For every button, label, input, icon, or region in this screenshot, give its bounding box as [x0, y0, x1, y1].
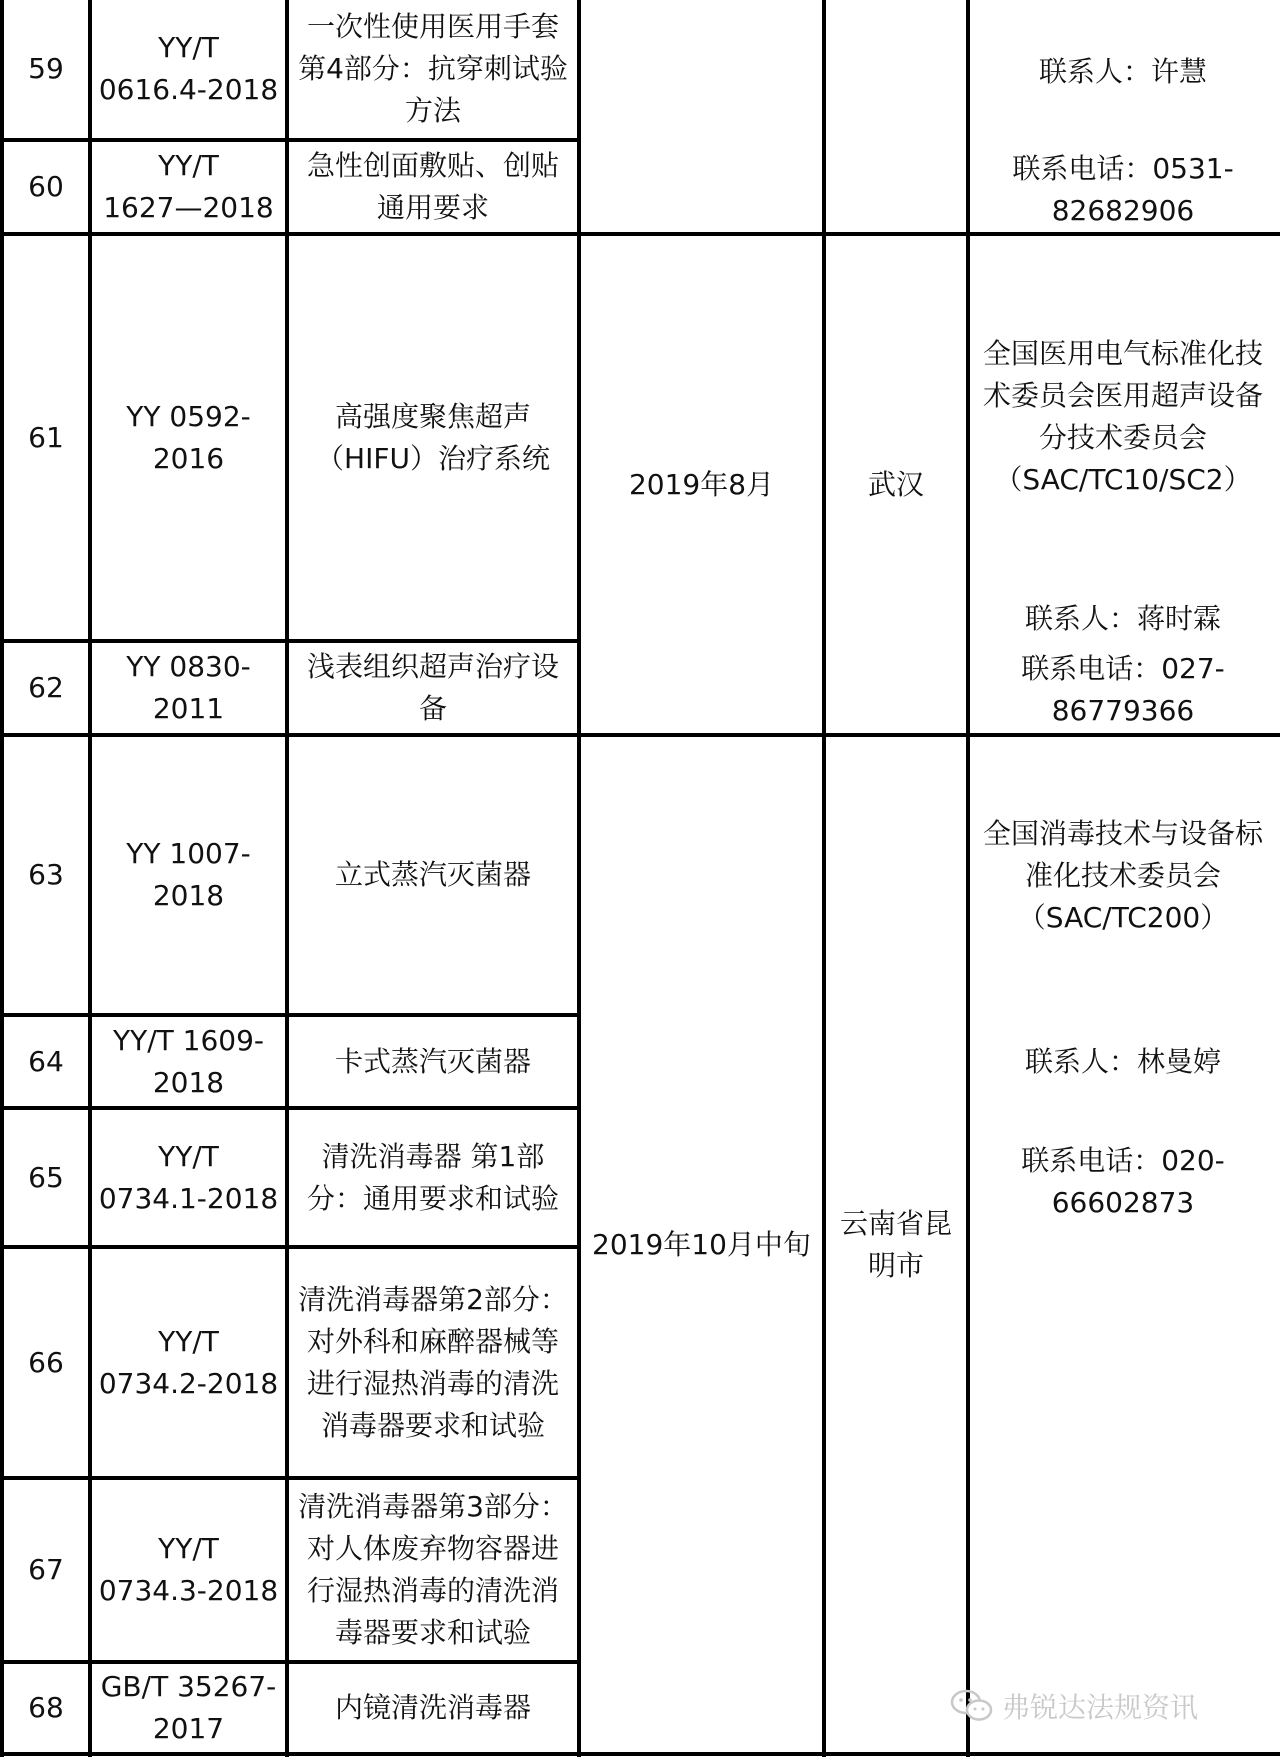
row-no: 59 [28, 52, 64, 85]
standard-name: 卡式蒸汽灭菌器 [334, 1044, 531, 1078]
standard-name: 清洗消毒器第3部分：对人体废弃物容器进行湿热消毒的清洗消毒器要求和试验 [298, 1490, 568, 1649]
standard-name: 内镜清洗消毒器 [334, 1691, 531, 1724]
standard-name: 高强度聚焦超声（HIFU）治疗系统 [316, 399, 550, 475]
standard-code: GB/T 35267- 2017 [100, 1670, 277, 1745]
standard-name: 一次性使用医用手套第4部分：抗穿刺试验方法 [298, 10, 568, 127]
standard-code: YY 0592- 2016 [126, 399, 251, 475]
row-no: 68 [28, 1691, 64, 1724]
table-border-bottom [0, 1752, 1280, 1756]
meeting-time: 2019年10月中旬 [592, 1227, 811, 1261]
row-no: 63 [28, 858, 64, 891]
committee-name: 全国消毒技术与设备标准化技术委员会（SAC/TC200） [982, 817, 1263, 934]
row-no: 64 [28, 1044, 64, 1078]
row-no: 62 [28, 671, 64, 704]
meeting-place: 武汉 [867, 467, 924, 501]
contact-phone: 联系电话：0531-82682906 [1012, 152, 1234, 227]
contact-person: 联系人：蒋时霖 [1024, 602, 1221, 635]
standard-code: YY/T 1627—2018 [103, 149, 274, 224]
contact-person: 联系人：林曼婷 [1024, 1045, 1221, 1078]
standard-name: 急性创面敷贴、创贴通用要求 [306, 149, 559, 224]
contact-person: 联系人：许慧 [1038, 55, 1207, 88]
standard-code: YY/T 0734.2-2018 [98, 1324, 279, 1400]
standard-code: YY/T 0734.1-2018 [98, 1139, 279, 1215]
row-no: 66 [28, 1345, 64, 1379]
committee-name: 全国医用电气标准化技术委员会医用超声设备分技术委员会（SAC/TC10/SC2） [982, 337, 1263, 496]
standard-code: YY 0830- 2011 [126, 650, 251, 725]
standard-code: YY/T 1609- 2018 [112, 1023, 264, 1099]
row-no: 65 [28, 1160, 64, 1194]
row-no: 67 [28, 1553, 64, 1586]
watermark-text: 弗锐达法规资讯 [1002, 1691, 1199, 1724]
meeting-place: 云南省昆明市 [839, 1206, 952, 1282]
contact-phone: 联系电话：020-66602873 [1021, 1144, 1225, 1219]
wechat-icon [950, 1688, 994, 1724]
row-no: 60 [28, 170, 64, 203]
watermark [950, 1681, 1250, 1731]
standard-code: YY/T 0616.4-2018 [98, 31, 279, 106]
standard-name: 立式蒸汽灭菌器 [334, 858, 531, 891]
row-no: 61 [28, 420, 64, 454]
standard-code: YY 1007- 2018 [126, 837, 251, 912]
standard-name: 清洗消毒器第2部分：对外科和麻醉器械等进行湿热消毒的清洗消毒器要求和试验 [298, 1282, 568, 1442]
standard-name: 清洗消毒器 第1部分：通用要求和试验 [306, 1139, 559, 1215]
standard-code: YY/T 0734.3-2018 [98, 1532, 279, 1607]
meeting-time: 2019年8月 [628, 467, 775, 501]
contact-phone: 联系电话：027-86779366 [1021, 652, 1225, 727]
standard-name: 浅表组织超声治疗设备 [306, 650, 559, 725]
